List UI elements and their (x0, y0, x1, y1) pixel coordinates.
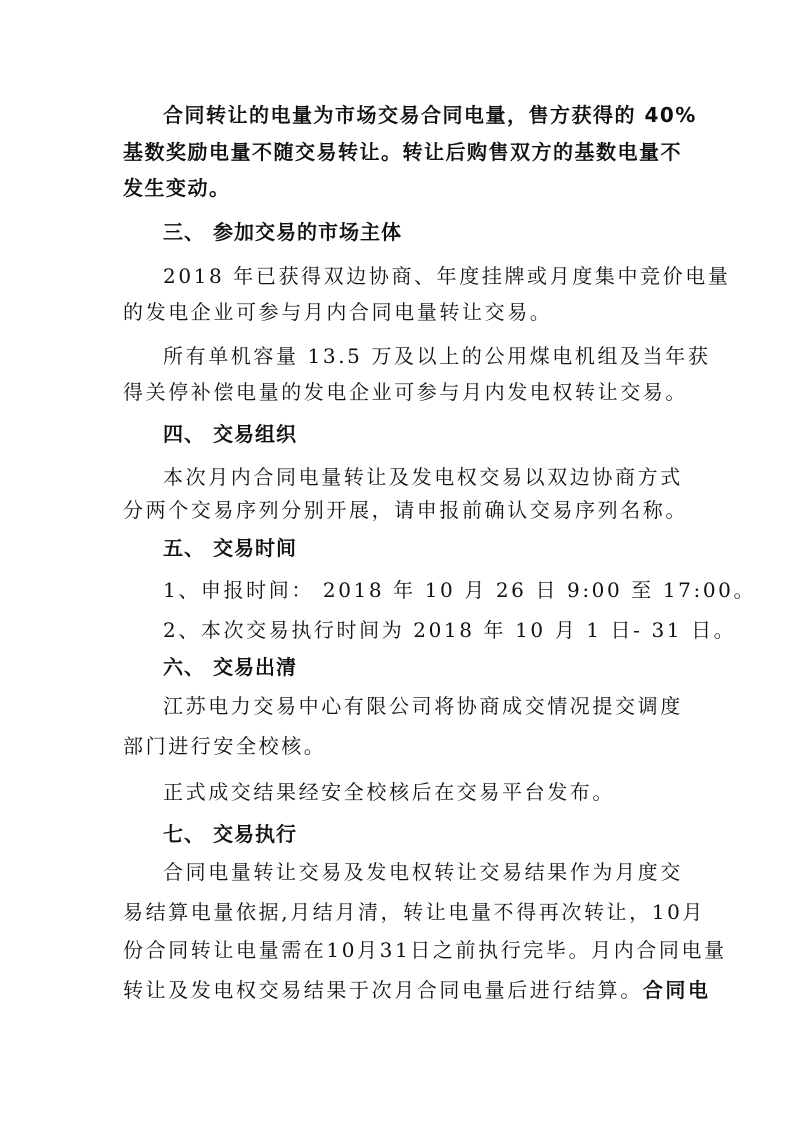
bold-text: 合同电 (642, 978, 711, 1002)
line-text: 转让及发电权交易结果于次月合同电量后进行结算。 (123, 978, 643, 1002)
paragraph-line: 得关停补偿电量的发电企业可参与月内发电权转让交易。 (123, 380, 688, 404)
paragraph-line: 易结算电量依据,月结月清，转让电量不得再次转让，10月 (123, 900, 706, 924)
section-heading: 三、 参加交易的市场主体 (163, 220, 402, 244)
paragraph-line: 发生变动。 (123, 176, 231, 200)
paragraph-line: 正式成交结果经安全校核后在交易平台发布。 (163, 780, 615, 804)
section-heading: 五、 交易时间 (163, 536, 297, 560)
paragraph-line: 分两个交易序列分别开展，请申报前确认交易序列名称。 (123, 498, 688, 522)
paragraph-line: 江苏电力交易中心有限公司将协商成交情况提交调度 (163, 694, 683, 718)
paragraph-line: 1、申报时间： 2018 年 10 月 26 日 9:00 至 17:00。 (163, 578, 757, 602)
paragraph-line: 合同电量转让交易及发电权转让交易结果作为月度交 (163, 860, 683, 884)
paragraph-line: 合同转让的电量为市场交易合同电量，售方获得的 40% (163, 103, 697, 127)
paragraph-line: 份合同转让电量需在10月31日之前执行完毕。月内合同电量 (123, 938, 727, 962)
section-heading: 六、 交易出清 (163, 655, 297, 679)
paragraph-line: 本次月内合同电量转让及发电权交易以双边协商方式 (163, 465, 683, 489)
paragraph-line: 的发电企业可参与月内合同电量转让交易。 (123, 300, 553, 324)
paragraph-line: 2、本次交易执行时间为 2018 年 10 月 1 日- 31 日。 (163, 618, 737, 642)
paragraph-line: 所有单机容量 13.5 万及以上的公用煤电机组及当年获 (163, 344, 711, 368)
paragraph-line: 基数奖励电量不随交易转让。转让后购售双方的基数电量不 (123, 140, 682, 164)
section-heading: 四、 交易组织 (163, 422, 297, 446)
paragraph-line: 部门进行安全校核。 (123, 734, 327, 758)
paragraph-line: 2018 年已获得双边协商、年度挂牌或月度集中竞价电量 (163, 264, 731, 288)
paragraph-line (123, 978, 711, 1002)
section-heading: 七、 交易执行 (163, 822, 297, 846)
